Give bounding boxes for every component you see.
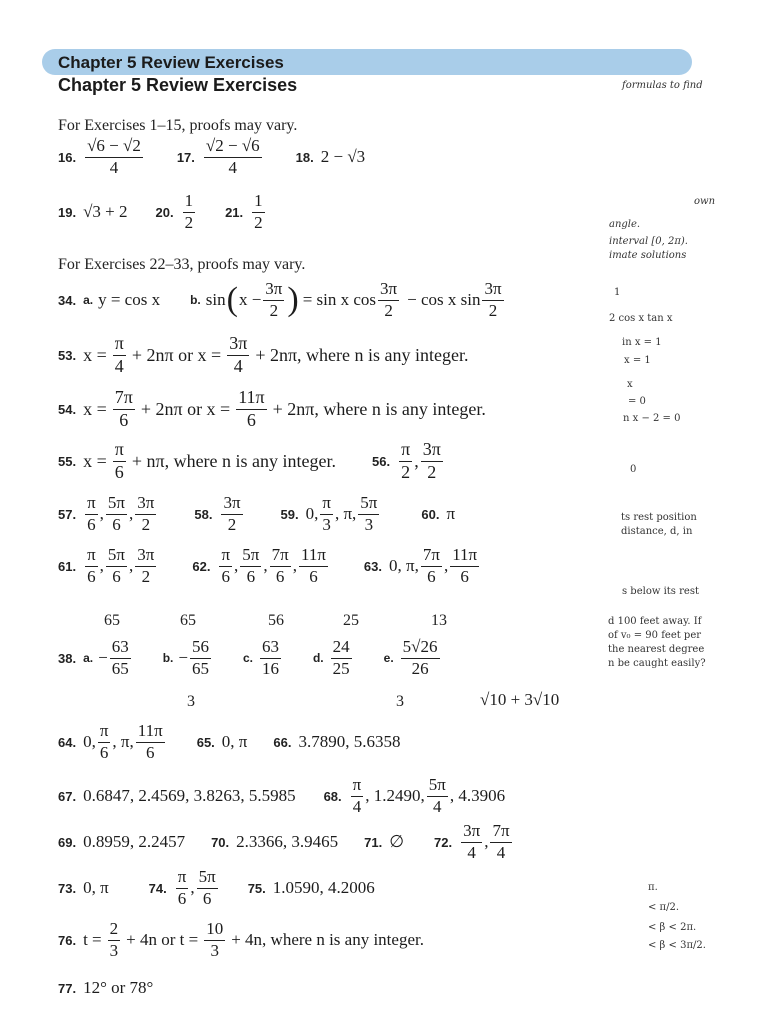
denominator: 4 (233, 355, 243, 376)
answer-text: + nπ, where n is any integer. (131, 450, 337, 471)
exercise-55 (58, 440, 336, 483)
denominator: 6 (112, 566, 121, 586)
denominator: 4 (114, 355, 124, 376)
numerator: 63 (260, 638, 281, 659)
numerator: 5π (106, 546, 127, 567)
exercise-number: 74. (148, 880, 167, 896)
stray-number: 65 (104, 612, 120, 629)
exercise-number: 66. (273, 734, 292, 750)
answer-text: t = (83, 930, 102, 950)
exercise-19 (58, 202, 128, 222)
answer-text: + 2nπ or x = (140, 398, 231, 419)
margin-note: x (627, 379, 633, 390)
stray-number: 25 (343, 612, 359, 629)
answer-text: + 2nπ or x = (131, 344, 222, 365)
exercise-number: 38. (58, 650, 77, 666)
numerator: √6 − √2 (85, 137, 143, 158)
stray-number: 3 (187, 693, 195, 710)
denominator: 6 (114, 461, 124, 482)
answer-value: √3 + 2 (83, 202, 128, 222)
numerator: √2 − √6 (204, 137, 262, 158)
denominator: 25 (332, 658, 350, 678)
denominator: 4 (433, 796, 442, 816)
answer-value: 0.8959, 2.2457 (83, 832, 186, 852)
exercise-74: 74. $\frac{\pi}{6}$ , $\frac{5\pi}{6}$ (148, 867, 216, 908)
numerator: 5π (358, 494, 379, 515)
stray-number: √10 + 3√10 (480, 690, 560, 709)
exercise-number: 70. (211, 834, 230, 850)
answer-text: = sin x cos (302, 290, 377, 310)
denominator: 2 (488, 300, 498, 320)
exercise-number: 75. (247, 880, 266, 896)
denominator: 4 (109, 157, 119, 177)
numerator: 3π (221, 494, 242, 515)
denominator: 6 (177, 888, 187, 908)
answer-text: + 4n or t = (126, 930, 199, 950)
margin-note: = 0 (628, 396, 646, 407)
exercise-number: 53. (58, 347, 77, 363)
numerator: 3π (263, 280, 284, 301)
exercise-number: 55. (58, 453, 77, 469)
answer-value: 2 − √3 (320, 147, 366, 167)
sign: − (178, 648, 188, 668)
exercise-65 (197, 732, 248, 752)
exercise-number: 72. (434, 834, 453, 850)
denominator: 6 (87, 566, 96, 586)
numerator: 63 (110, 638, 131, 659)
denominator: 6 (427, 566, 436, 586)
answer-row (58, 920, 424, 960)
exercise-68 (324, 776, 506, 816)
answer-row (58, 334, 469, 377)
margin-note: ts rest position (621, 512, 697, 523)
margin-note: < β < 2π. (648, 922, 697, 933)
exercise-38 (58, 638, 442, 678)
exercise-number: 65. (196, 734, 215, 750)
numerator: 1 (183, 192, 196, 213)
numerator: 11π (236, 388, 266, 410)
answer-text: sin (205, 290, 226, 310)
margin-note: < π/2. (648, 902, 680, 913)
answer-value: 1.0590, 4.2006 (272, 878, 375, 898)
exercise-59 (281, 494, 382, 534)
exercise-number: 54. (58, 401, 77, 417)
margin-note: of v₀ = 90 feet per (608, 630, 702, 641)
denominator: 2 (227, 514, 237, 534)
part-label: a. (83, 651, 94, 666)
exercise-18 (296, 147, 366, 167)
margin-note: x = 1 (624, 355, 651, 366)
exercise-72: 72. $\frac{3\pi}{4}$ , $\frac{7\pi}{4}$ (434, 821, 510, 862)
exercise-number: 68. (323, 788, 342, 804)
answer-row (58, 137, 365, 177)
numerator: 3π (135, 494, 156, 515)
answer-row (58, 822, 514, 862)
part-label: c. (242, 651, 253, 666)
answer-value: 2.3366, 3.9465 (236, 832, 339, 852)
sign: − (98, 648, 108, 668)
numerator: 7π (270, 546, 291, 567)
answer-row (58, 722, 400, 762)
page-title: Chapter 5 Review Exercises (58, 75, 298, 95)
denominator: 6 (112, 514, 121, 534)
separator: , (414, 450, 419, 471)
numerator: 11π (136, 722, 165, 743)
denominator: 3 (210, 940, 219, 960)
denominator: 6 (87, 514, 96, 534)
numerator: 11π (450, 546, 479, 567)
exercise-20 (156, 192, 198, 232)
answer-text: + 4n, where n is any integer. (231, 930, 424, 950)
numerator: 3π (482, 280, 503, 301)
denominator: 6 (309, 566, 318, 586)
answer-text: 0, π, (389, 556, 419, 576)
margin-note: n x − 2 = 0 (623, 413, 681, 424)
denominator: 4 (496, 842, 506, 862)
answer-value: 12° or 78° (83, 978, 154, 997)
margin-note: s below its rest (622, 586, 699, 597)
denominator: 4 (467, 842, 476, 862)
exercise-62: 62. $\frac{\pi}{6}$ , $\frac{5\pi}{6}$ , $\frac{7\pi}{6}$ , $\frac{11\pi}{6}$ (192, 545, 326, 586)
exercise-66 (273, 732, 400, 752)
numerator: 7π (490, 822, 511, 843)
numerator: π (113, 440, 126, 462)
numerator: 5π (106, 494, 127, 515)
exercise-76 (58, 920, 424, 960)
exercise-17 (177, 137, 264, 177)
part-label: d. (312, 651, 324, 666)
stray-number: 3 (396, 693, 404, 710)
answer-text: + 2nπ, where n is any integer. (272, 398, 486, 419)
denominator: 2 (184, 212, 194, 232)
denominator: 4 (352, 796, 362, 816)
answer-row (58, 546, 481, 586)
denominator: 6 (275, 566, 285, 586)
denominator: 2 (401, 461, 411, 482)
denominator: 2 (141, 514, 151, 534)
exercise-60 (421, 504, 455, 524)
margin-note: the nearest degree (608, 644, 705, 655)
exercise-number: 18. (295, 149, 314, 165)
answer-text: x = (83, 398, 107, 419)
exercise-16 (58, 137, 145, 177)
exercise-number: 62. (192, 558, 211, 574)
answer-value: 0.6847, 2.4569, 3.8263, 5.5985 (83, 786, 296, 806)
margin-note: in x = 1 (622, 337, 662, 348)
numerator: π (98, 722, 111, 743)
numerator: 56 (190, 638, 211, 659)
exercise-number: 77. (58, 980, 77, 996)
numerator: 7π (113, 388, 135, 410)
exercise-number: 71. (364, 834, 383, 850)
numerator: 3π (421, 440, 443, 462)
answer-row (58, 776, 505, 816)
answer-text: x = (83, 344, 107, 365)
answer-value: 0, π (83, 878, 109, 898)
margin-note: imate solutions (609, 250, 687, 261)
answer-row (58, 280, 506, 320)
numerator: 5π (197, 868, 218, 889)
denominator: 2 (254, 212, 263, 232)
answer-row (58, 638, 442, 678)
denominator: 6 (99, 742, 109, 762)
numerator: π (85, 546, 98, 567)
exercise-number: 59. (280, 506, 299, 522)
numerator: π (320, 494, 333, 515)
numerator: π (351, 776, 364, 797)
exercise-number: 73. (58, 880, 77, 896)
answer-value: 3.7890, 5.6358 (298, 732, 401, 752)
margin-note: 2 cos x tan x (609, 313, 673, 324)
part-label: b. (162, 651, 174, 666)
exercise-53 (58, 334, 469, 377)
answer-row (58, 494, 455, 534)
numerator: 2 (108, 920, 121, 941)
exercise-number: 76. (58, 932, 77, 948)
numerator: π (113, 334, 126, 356)
exercise-number: 17. (176, 149, 195, 165)
answer-row (58, 868, 375, 908)
answer-text: , π, (112, 732, 134, 752)
numerator: π (219, 546, 232, 567)
part-label: a. (83, 293, 94, 308)
numerator: 3π (461, 822, 482, 843)
exercise-57: 57. $\frac{\pi}{6}$ , $\frac{5\pi}{6}$ , $\frac{3\pi}{2}$ (58, 493, 155, 534)
margin-note: distance, d, in (621, 526, 693, 537)
exercise-number: 67. (58, 788, 77, 804)
answer-value: π (446, 504, 456, 524)
denominator: 6 (145, 742, 155, 762)
exercise-number: 34. (58, 292, 77, 308)
numerator: 7π (421, 546, 442, 567)
margin-note: 0 (630, 464, 637, 475)
answer-row (58, 192, 267, 232)
numerator: 3π (135, 546, 156, 567)
margin-note: d 100 feet away. If (608, 616, 702, 627)
exercise-75 (248, 878, 375, 898)
answer-text: , 1.2490, (365, 786, 425, 806)
answer-text: − cos x sin (407, 290, 481, 310)
exercise-67 (58, 786, 296, 806)
numerator: 5π (427, 776, 448, 797)
exercise-69 (58, 832, 185, 852)
stray-number: 65 (180, 612, 196, 629)
exercise-21 (225, 192, 267, 232)
denominator: 3 (364, 514, 374, 534)
exercise-number: 19. (58, 204, 77, 220)
exercise-number: 61. (58, 558, 77, 574)
denominator: 16 (261, 658, 279, 678)
section-intro: For Exercises 22–33, proofs may vary. (58, 256, 306, 273)
part-label: b. (190, 293, 201, 308)
margin-note: π. (648, 882, 658, 893)
denominator: 6 (221, 566, 230, 586)
denominator: 6 (119, 409, 129, 430)
exercise-number: 64. (58, 734, 77, 750)
numerator: 3π (378, 280, 399, 301)
denominator: 26 (411, 658, 429, 678)
exercise-number: 57. (58, 506, 77, 522)
answer-row (58, 978, 153, 998)
exercise-number: 16. (58, 149, 77, 165)
denominator: 3 (109, 940, 119, 960)
denominator: 6 (202, 888, 212, 908)
answer-text: 0, (305, 504, 319, 524)
numerator: π (85, 494, 98, 515)
denominator: 2 (141, 566, 151, 586)
answer-value: y = cos x (98, 290, 161, 310)
margin-note: n be caught easily? (608, 658, 706, 669)
exercise-56 (372, 440, 445, 483)
numerator: 5√26 (401, 638, 440, 659)
answer-text: 0, (83, 732, 96, 752)
denominator: 65 (191, 658, 209, 678)
answer-text: x = (83, 450, 107, 471)
exercise-73 (58, 878, 109, 898)
numerator: π (176, 868, 189, 889)
exercise-34: 34. a. y = cos x b. sin ( x − $\frac{3\pi}{2}$ ) = sin x cos $\frac{3\pi}{2}$ − cos x sin $\frac{3\pi}{2}$ (58, 279, 502, 320)
answer-text: , π, (334, 504, 357, 524)
exercise-61: 61. $\frac{\pi}{6}$ , $\frac{5\pi}{6}$ , $\frac{3\pi}{2}$ (58, 545, 155, 586)
exercise-64 (58, 722, 167, 762)
numerator: 24 (331, 638, 352, 659)
exercise-70 (211, 832, 338, 852)
answer-value: 0, π (221, 732, 248, 752)
margin-note: 1 (614, 287, 621, 298)
section-intro: For Exercises 1–15, proofs may vary. (58, 117, 298, 134)
stray-number: 56 (268, 612, 284, 629)
denominator: 2 (384, 300, 393, 320)
denominator: 6 (460, 566, 469, 586)
margin-note: formulas to find (622, 80, 703, 91)
answer-text: x − (238, 290, 262, 310)
numerator: 3π (227, 334, 249, 356)
answer-text: + 2nπ, where n is any integer. (255, 344, 469, 365)
part-label: e. (383, 651, 394, 666)
exercise-58 (194, 494, 244, 534)
denominator: 65 (111, 658, 129, 678)
denominator: 2 (427, 461, 437, 482)
exercise-number: 60. (421, 506, 440, 522)
margin-note: own (694, 196, 716, 207)
exercise-number: 69. (58, 834, 77, 850)
answer-row (58, 388, 486, 431)
numerator: π (399, 440, 412, 462)
exercise-54 (58, 388, 486, 431)
answer-text: , 4.3906 (449, 786, 506, 806)
margin-note: interval [0, 2π). (609, 236, 688, 247)
exercise-77 (58, 978, 153, 998)
banner-title: Chapter 5 Review Exercises (58, 53, 284, 72)
denominator: 6 (246, 566, 256, 586)
answer-row (58, 440, 445, 483)
exercise-number: 20. (155, 204, 174, 220)
numerator: 5π (240, 546, 261, 567)
exercise-number: 56. (372, 453, 391, 469)
denominator: 6 (246, 409, 256, 430)
numerator: 11π (299, 546, 328, 567)
numerator: 10 (204, 920, 225, 941)
answer-value: ∅ (389, 832, 405, 852)
exercise-number: 63. (363, 558, 382, 574)
margin-note: < β < 3π/2. (648, 940, 706, 951)
exercise-number: 21. (225, 204, 244, 220)
margin-note: angle. (609, 219, 641, 230)
stray-number: 13 (431, 612, 447, 629)
exercise-71 (364, 832, 404, 852)
exercise-63: 63. 0, π, $\frac{7\pi}{6}$ , $\frac{11\pi}{6}$ (363, 545, 478, 586)
denominator: 2 (269, 300, 279, 320)
denominator: 3 (322, 514, 331, 534)
exercise-number: 58. (194, 506, 213, 522)
denominator: 4 (228, 157, 238, 177)
numerator: 1 (252, 192, 265, 213)
